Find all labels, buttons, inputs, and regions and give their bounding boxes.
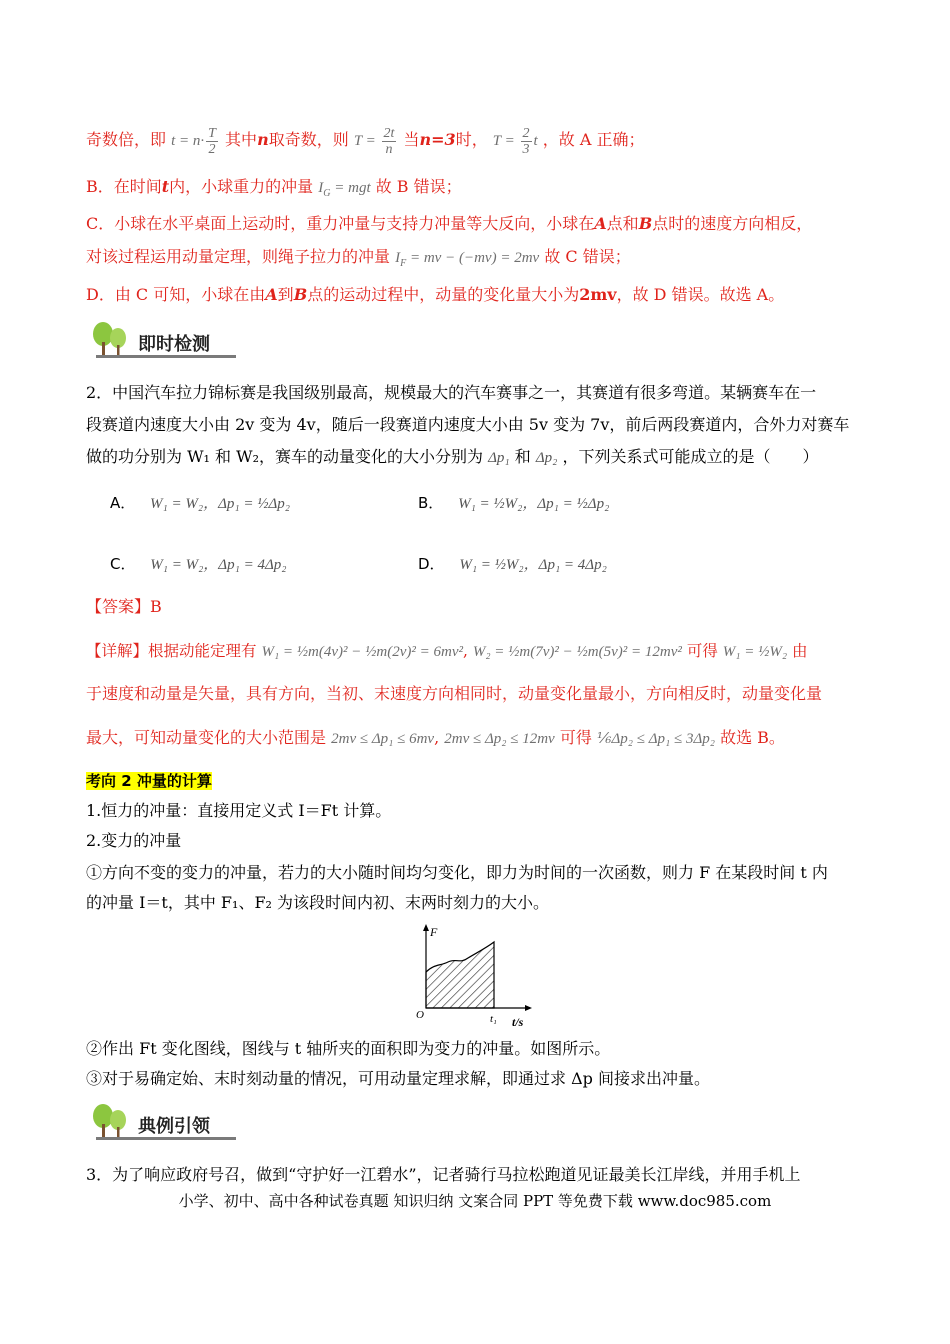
tree-icon: [90, 1102, 130, 1142]
range-result: ⅙Δp₂ ≤ Δp₁ ≤ 3Δp₂: [596, 731, 715, 747]
option-expression: W₁ = W₂，Δp₁ = ½Δp₂: [150, 496, 290, 512]
q2-line1: 2．中国汽车拉力锦标赛是我国级别最高，规模最大的汽车赛事之一，其赛道有很多弯道。某辆赛车在一: [86, 383, 817, 402]
point-B: B: [638, 214, 653, 233]
equation-IF: $I_F$ = mv − (−mv) = 2mv: [395, 250, 540, 269]
x-axis-arrow: [525, 1005, 532, 1011]
delta-p2: Δp₂: [535, 450, 558, 466]
section-title-instant-check: [86, 320, 236, 362]
point-A: A: [265, 285, 278, 304]
q3-line1: 3．为了响应政府号召，做到“守护好一江碧水”，记者骑行马拉松跑道见证最美长江岸线，并用手机上: [86, 1165, 801, 1184]
equation-IG: $I_G$ = mgt: [318, 180, 371, 199]
impulse-area: [426, 942, 494, 1008]
option-expression: W₁ = W₂，Δp₁ = 4Δp₂: [150, 557, 287, 573]
option-d[interactable]: [418, 553, 607, 574]
text: B．在时间: [86, 177, 162, 196]
text: ，故 A 正确；: [542, 129, 645, 149]
equation-W2: W₂ = ½m(7v)² − ½m(5v)² = 12mv²: [472, 644, 682, 660]
y-axis-label: F: [430, 925, 438, 939]
text: 做的功分别为 W₁ 和 W₂，赛车的动量变化的大小分别为: [86, 447, 483, 466]
answer-line-c1: [86, 213, 866, 235]
t1-label: t₁: [490, 1013, 497, 1025]
equation-W1-half-W2: W₁ = ½W₂: [722, 644, 788, 660]
text: C．小球在水平桌面上运动时，重力冲量与支持力冲量等大反向，小球在: [86, 214, 595, 233]
var-n: n: [257, 129, 269, 149]
text: 最大，可知动量变化的大小范围是: [86, 728, 327, 747]
var-t: t: [161, 177, 170, 196]
text: ，下列关系式可能成立的是（ ）: [562, 447, 819, 466]
option-letter: B．: [418, 494, 444, 512]
text: 可得: [559, 728, 592, 747]
equation-T-2t-n: T = $\frac{2t}{n}$: [353, 126, 395, 157]
answer-line-d: [86, 284, 866, 306]
option-letter: C．: [110, 555, 136, 573]
text: 时，: [455, 129, 488, 149]
text: 其中: [225, 129, 258, 149]
q2-answer: 【答案】B: [86, 597, 162, 616]
section-title-text: 即时检测: [138, 334, 210, 355]
text: 【详解】根据动能定理有: [86, 642, 257, 660]
text: 故 C 错误；: [544, 247, 631, 266]
option-letter: D．: [418, 555, 445, 573]
option-a[interactable]: [110, 492, 290, 513]
text: 奇数倍，即: [86, 129, 167, 149]
option-expression: W₁ = ½W₂，Δp₁ = ½Δp₂: [458, 496, 610, 512]
y-axis-arrow: [423, 924, 429, 931]
force-time-graph: [408, 922, 538, 1028]
text: 到: [277, 285, 294, 304]
section-title-text: 典例引领: [138, 1116, 210, 1137]
q2-line2: 段赛道内速度大小由 2v 变为 4v，随后一段赛道内速度大小由 5v 变为 7v，前后两段赛道内，合外力对赛车: [86, 415, 850, 434]
option-expression: W₁ = ½W₂，Δp₁ = 4Δp₂: [459, 557, 607, 573]
page-footer: 小学、初中、高中各种试卷真题 知识归纳 文案合同 PPT 等免费下载 www.doc985.com: [178, 1192, 772, 1210]
q2-detail-line3: 最大，可知动量变化的大小范围是 2mv ≤ Δp₁ ≤ 6mv, 2mv ≤ Δp₂ ≤ 12mv 可得 ⅙Δp₂ ≤ Δp₁ ≤ 3Δp₂ 故选 B。: [86, 728, 785, 747]
text: 故选 B。: [720, 728, 785, 747]
section-title-typical-example: [86, 1102, 236, 1144]
value-2mv: 2mv: [579, 285, 617, 304]
answer-line-a: [86, 126, 866, 157]
text: 点时的速度方向相反，: [652, 214, 813, 233]
section-underline: [96, 355, 236, 358]
text: ，故 D 错误。故选 A。: [616, 285, 785, 304]
option-letter: A．: [110, 494, 136, 512]
q2-detail-line2: 于速度和动量是矢量，具有方向，当初、末速度方向相同时，动量变化量最小，方向相反时，动量变化量: [86, 684, 823, 703]
text: 可得: [686, 642, 718, 660]
delta-p1: Δp₁: [488, 450, 510, 466]
text: 点和: [606, 214, 639, 233]
q2-detail-line1: 【详解】根据动能定理有 W₁ = ½m(4v)² − ½m(2v)² = 6mv², W₂ = ½m(7v)² − ½m(5v)² = 12mv² 可得 W₁ = ½W₂ 由: [86, 642, 808, 660]
option-c[interactable]: [110, 553, 286, 574]
equation-T-2t-3: T = $\frac{2}{3}$ t: [492, 126, 538, 157]
answer-line-c2: [86, 246, 866, 275]
equation-W1: W₁ = ½m(4v)² − ½m(2v)² = 6mv²: [261, 644, 463, 660]
equation-t-n-T2: t = n· $\frac{T}{2}$: [171, 126, 216, 157]
text: 点的运动过程中，动量的变化量大小为: [307, 285, 580, 304]
topic2-line4: 的冲量 I＝t，其中 F₁、F₂ 为该段时间内初、末两时刻力的大小。: [86, 893, 550, 912]
topic2-line6: ③对于易确定始、末时刻动量的情况，可用动量定理求解，即通过求 Δp 间接求出冲量。: [86, 1069, 710, 1088]
x-axis-label: t/s: [512, 1015, 524, 1028]
text: 故 B 错误；: [375, 177, 462, 196]
q2-line3: [86, 446, 866, 469]
topic2-line5: ②作出 Ft 变化图线，图线与 t 轴所夹的面积即为变力的冲量。如图所示。: [86, 1039, 611, 1058]
tree-icon: [90, 320, 130, 360]
text: 内，小球重力的冲量: [169, 177, 314, 196]
answer-line-b: [86, 176, 866, 205]
text: 对该过程运用动量定理，则绳子拉力的冲量: [86, 247, 391, 266]
topic-heading: 考向 2 冲量的计算: [86, 772, 212, 790]
origin-label: O: [416, 1009, 424, 1021]
var-n3: n=3: [419, 129, 456, 149]
text: 由: [792, 642, 808, 660]
text: D．由 C 可知，小球在由: [86, 285, 266, 304]
topic2-line3: ①方向不变的变力的冲量，若力的大小随时间均匀变化，即力为时间的一次函数，则力 F 在某段时间 t 内: [86, 863, 828, 882]
text: 当: [403, 129, 420, 149]
point-B: B: [293, 285, 308, 304]
option-b[interactable]: [418, 492, 609, 513]
topic2-line2: 2.变力的冲量: [86, 831, 182, 850]
text: 和: [514, 447, 531, 466]
text: 取奇数，则: [268, 129, 349, 149]
section-underline: [96, 1137, 236, 1140]
topic2-heading-line: [86, 770, 866, 792]
topic2-line1: 1.恒力的冲量：直接用定义式 I＝Ft 计算。: [86, 801, 392, 820]
point-A: A: [594, 214, 607, 233]
range-dp2: 2mv ≤ Δp₂ ≤ 12mv: [444, 731, 555, 747]
range-dp1: 2mv ≤ Δp₁ ≤ 6mv: [331, 731, 435, 747]
